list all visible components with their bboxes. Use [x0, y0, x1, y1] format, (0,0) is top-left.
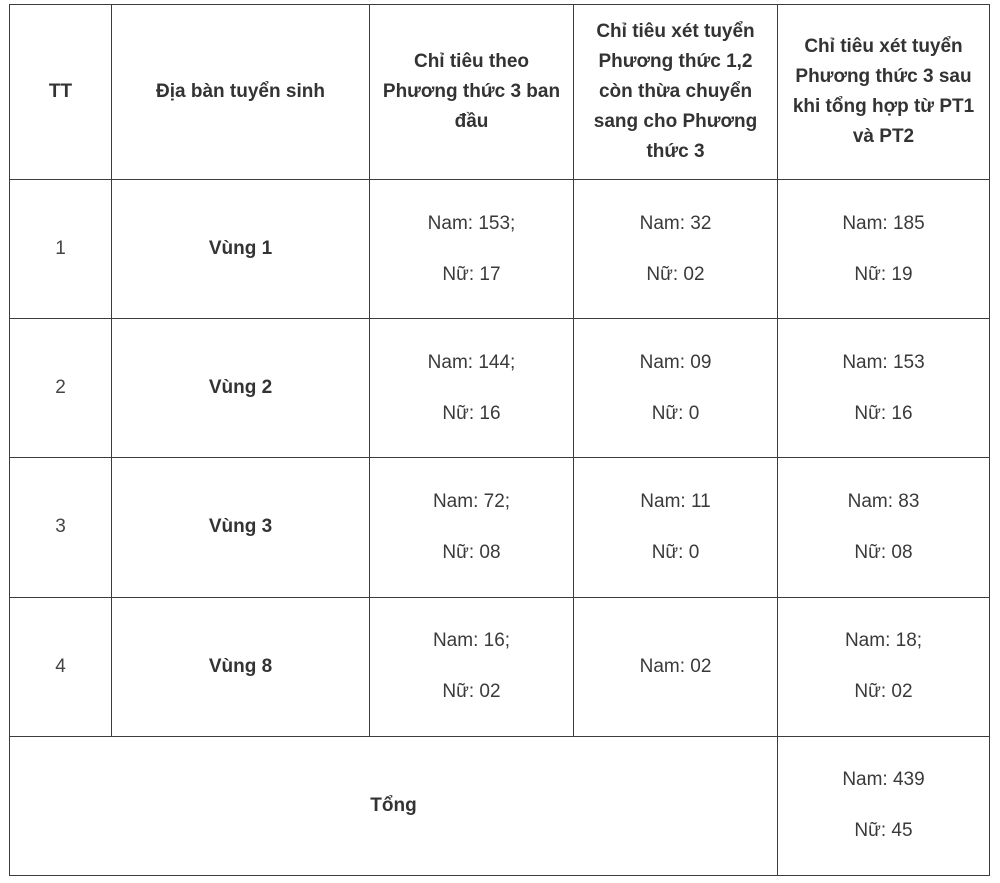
region-name: Vùng 1: [112, 180, 370, 319]
male-quota: Nam: 09: [639, 351, 712, 373]
male-quota: Nam: 16;: [432, 630, 511, 652]
row-number: 4: [10, 597, 112, 736]
row-number: 2: [10, 319, 112, 458]
male-quota: Nam: 83: [847, 490, 920, 512]
total-female: Nữ: 45: [854, 820, 913, 842]
quota-table: [9, 4, 990, 876]
female-quota: Nữ: 08: [442, 541, 501, 563]
header-row: [10, 5, 990, 180]
final-quota-cell: [778, 597, 990, 736]
initial-quota-cell: [370, 319, 574, 458]
header-area: Địa bàn tuyển sinh: [112, 5, 370, 180]
male-quota: Nam: 18;: [844, 630, 923, 652]
header-initial-quota: Chỉ tiêu theo Phương thức 3 ban đầu: [370, 5, 574, 180]
male-quota: Nam: 153;: [427, 212, 516, 234]
female-quota: Nữ: 16: [442, 402, 501, 424]
transferred-quota-cell: [574, 319, 778, 458]
female-quota: Nữ: 0: [651, 541, 700, 563]
header-final-quota: Chỉ tiêu xét tuyển Phương thức 3 sau khi tổng hợp từ PT1 và PT2: [778, 5, 990, 180]
initial-quota-cell: [370, 458, 574, 597]
table-row: [10, 319, 990, 458]
initial-quota-cell: [370, 180, 574, 319]
male-quota: Nam: 72;: [432, 490, 511, 512]
female-quota: Nữ: 0: [651, 402, 700, 424]
female-quota: Nữ: 02: [442, 681, 501, 703]
female-quota: Nữ: 16: [854, 402, 913, 424]
total-quota-cell: [778, 736, 990, 875]
final-quota-cell: [778, 180, 990, 319]
male-quota: Nam: 02: [639, 655, 712, 677]
final-quota-cell: [778, 458, 990, 597]
transferred-quota-cell: [574, 180, 778, 319]
row-number: 3: [10, 458, 112, 597]
final-quota-cell: [778, 319, 990, 458]
total-row: [10, 736, 990, 875]
female-quota: Nữ: 08: [854, 541, 913, 563]
table-row: [10, 597, 990, 736]
female-quota: Nữ: 02: [854, 681, 913, 703]
male-quota: Nam: 11: [640, 490, 711, 512]
transferred-quota-cell: [574, 458, 778, 597]
table-row: [10, 458, 990, 597]
region-name: Vùng 8: [112, 597, 370, 736]
female-quota: Nữ: 02: [646, 263, 705, 285]
header-tt: TT: [10, 5, 112, 180]
total-label: Tổng: [10, 736, 778, 875]
region-name: Vùng 3: [112, 458, 370, 597]
table-row: [10, 180, 990, 319]
male-quota: Nam: 185: [842, 212, 925, 234]
male-quota: Nam: 144;: [427, 351, 516, 373]
region-name: Vùng 2: [112, 319, 370, 458]
male-quota: Nam: 32: [639, 212, 712, 234]
female-quota: Nữ: 19: [854, 263, 913, 285]
transferred-quota-cell: [574, 597, 778, 736]
header-transferred-quota: Chỉ tiêu xét tuyển Phương thức 1,2 còn thừa chuyển sang cho Phương thức 3: [574, 5, 778, 180]
row-number: 1: [10, 180, 112, 319]
initial-quota-cell: [370, 597, 574, 736]
female-quota: Nữ: 17: [442, 263, 501, 285]
male-quota: Nam: 153: [842, 351, 925, 373]
total-male: Nam: 439: [842, 769, 925, 791]
